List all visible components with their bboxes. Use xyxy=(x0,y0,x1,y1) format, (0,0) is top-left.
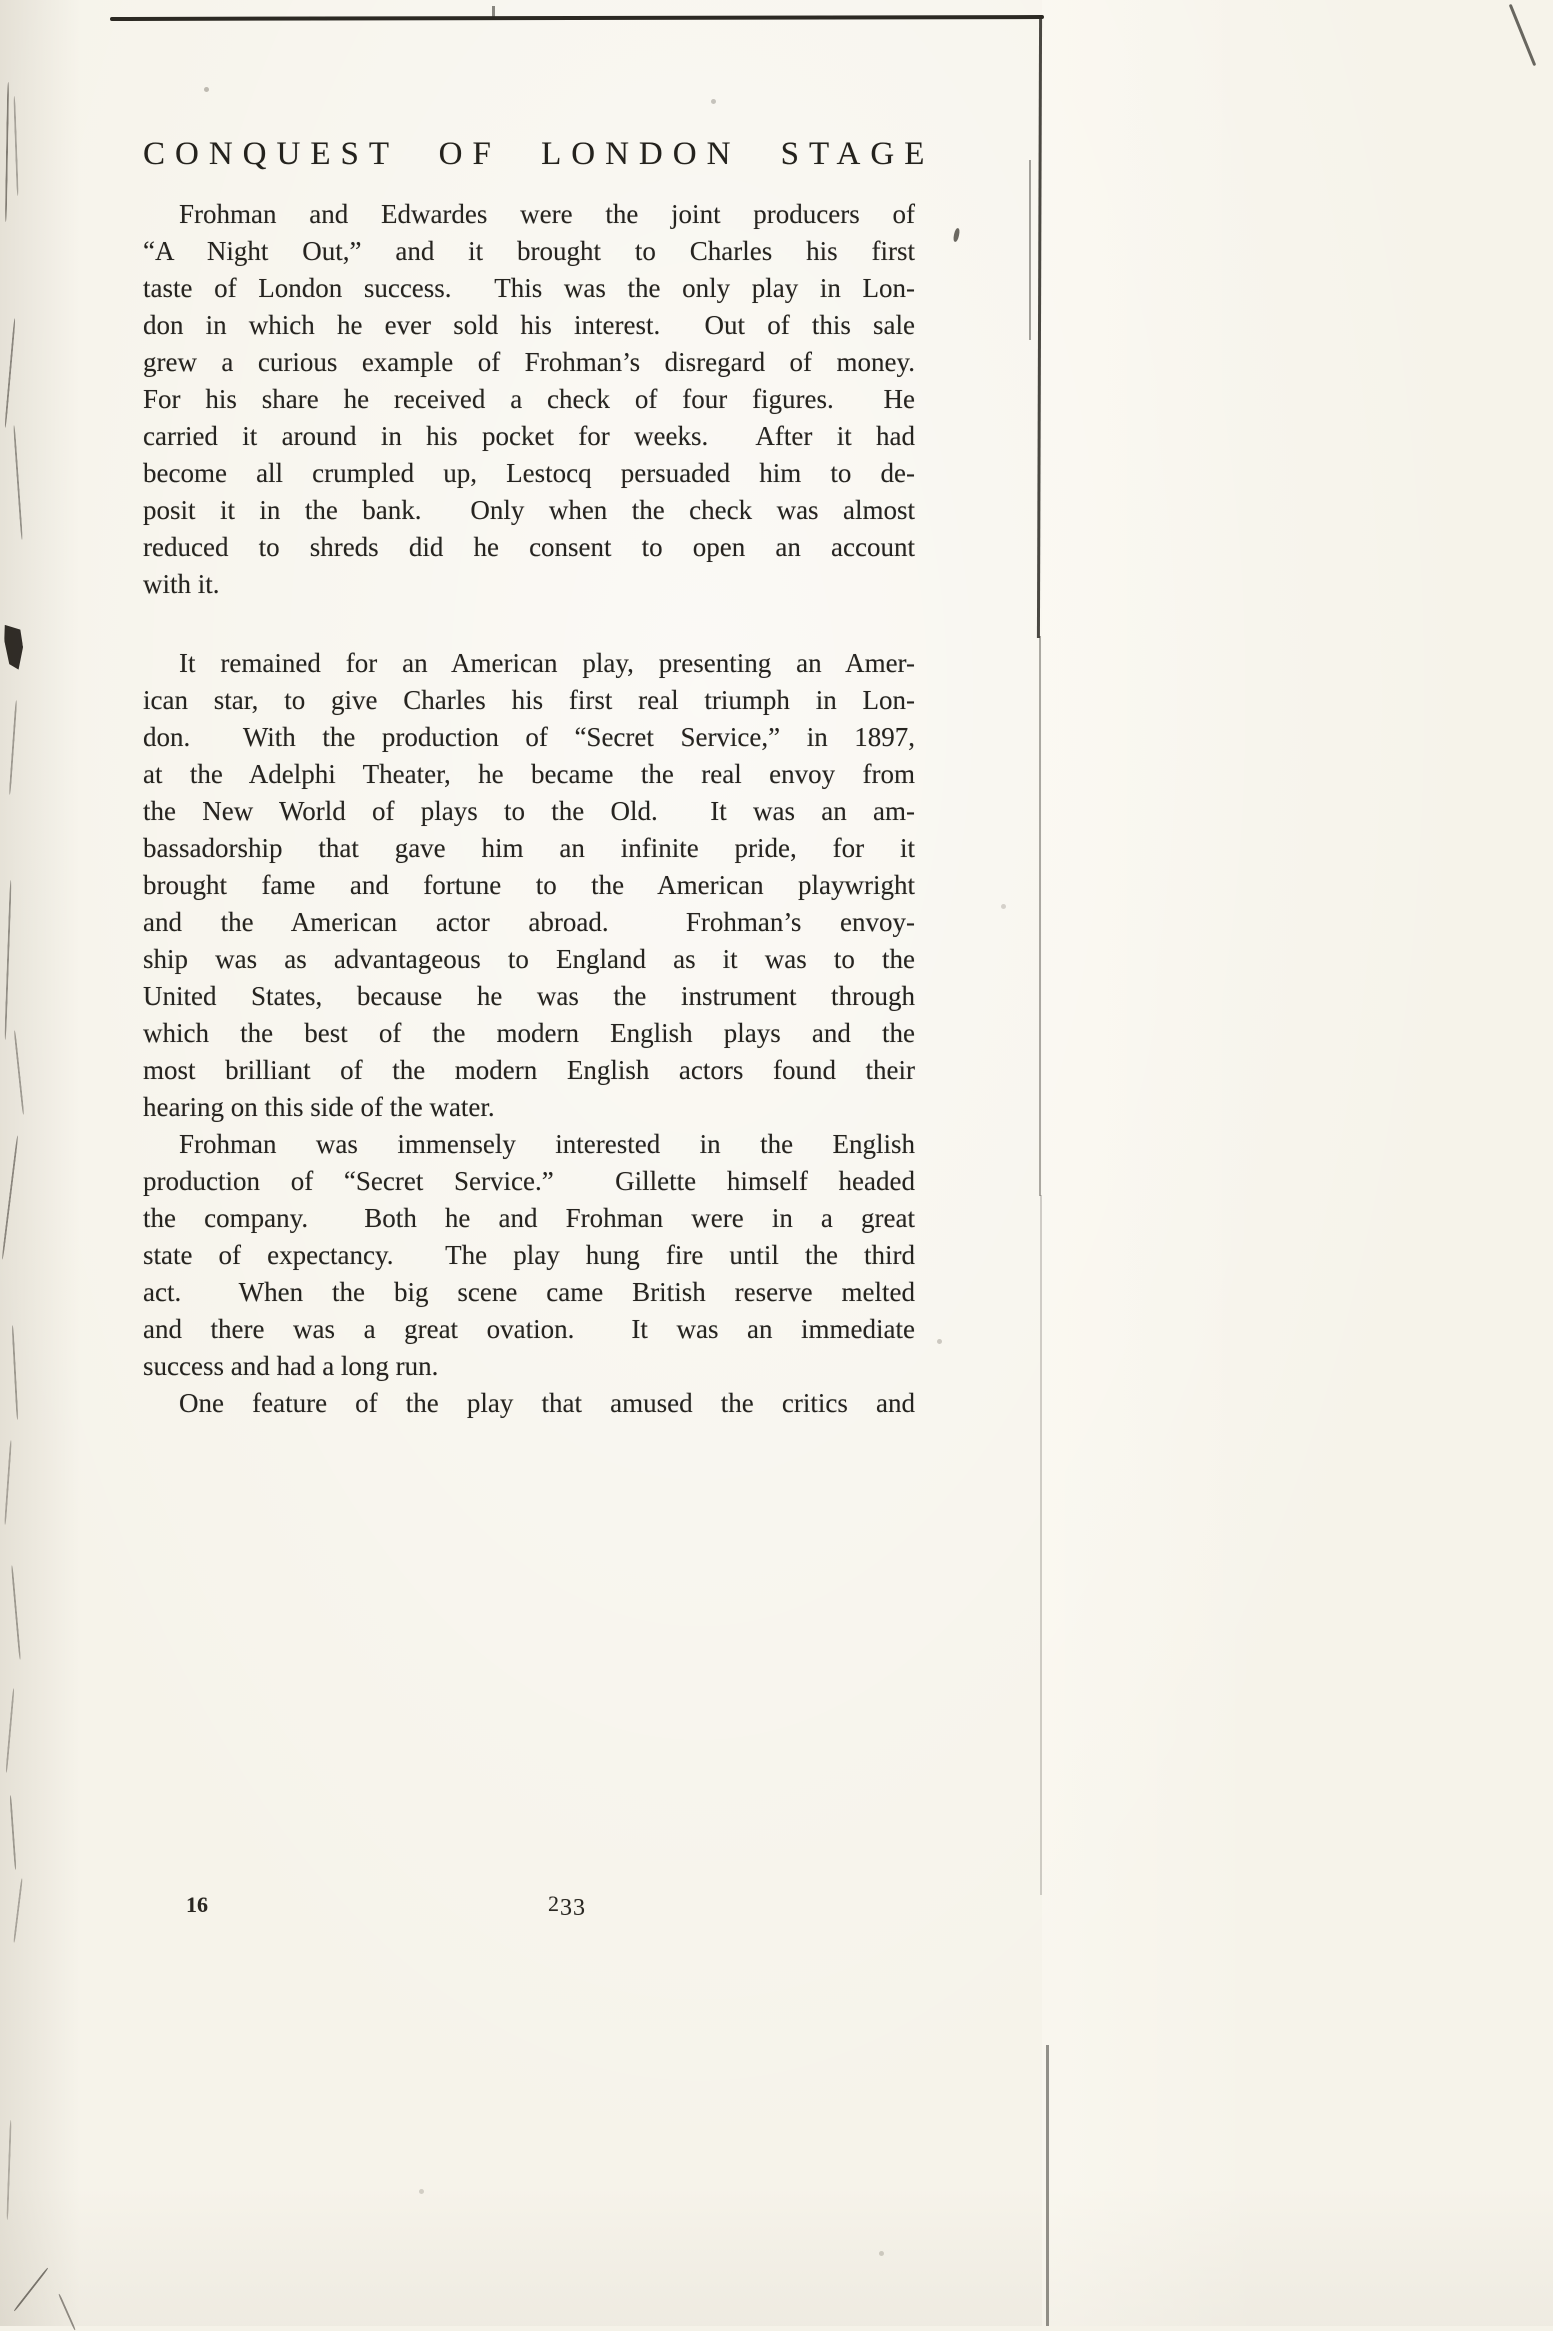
scan-right-edge-line-faint xyxy=(1039,636,1041,1196)
text-line: which the best of the modern English plays and the xyxy=(143,1018,915,1048)
text-line: act. When the big scene came British reserve melted xyxy=(143,1277,915,1307)
page-title: CONQUEST OF LONDON STAGE xyxy=(143,136,935,172)
text-line: reduced to shreds did he consent to open an account xyxy=(143,532,915,562)
paragraph xyxy=(143,1126,915,1385)
scan-top-tick-mark xyxy=(492,6,495,18)
text-line: the New World of plays to the Old. It was an am- xyxy=(143,796,915,826)
footer-page-number xyxy=(548,1891,586,1922)
text-line: success and had a long run. xyxy=(143,1351,439,1381)
text-line: and the American actor abroad. Frohman’s envoy- xyxy=(143,907,915,937)
footer-page-number-rest: 33 xyxy=(560,1895,586,1921)
text-line: posit it in the bank. Only when the check was almost xyxy=(143,495,915,525)
text-line: United States, because he was the instrument through xyxy=(143,981,915,1011)
text-line: Frohman was immensely interested in the English xyxy=(179,1129,915,1159)
paragraph xyxy=(143,1385,915,1422)
scan-right-edge-parallel-line xyxy=(1029,160,1031,340)
text-line: taste of London success. This was the only play in Lon- xyxy=(143,273,915,303)
text-line: One feature of the play that amused the critics and xyxy=(179,1388,915,1418)
paragraph xyxy=(143,196,915,603)
text-line: don in which he ever sold his interest. Out of this sale xyxy=(143,310,915,340)
text-line: It remained for an American play, presenting an Amer- xyxy=(179,648,915,678)
scan-right-edge-line-fainter xyxy=(1040,1195,1042,1895)
text-line: the company. Both he and Frohman were in a great xyxy=(143,1203,915,1233)
scan-right-edge-line-bottom xyxy=(1046,2045,1049,2326)
text-line: with it. xyxy=(143,569,220,599)
footer-page-number-first-digit: 2 xyxy=(548,1891,560,1916)
text-line: For his share he received a check of four figures. He xyxy=(143,384,915,414)
text-line: hearing on this side of the water. xyxy=(143,1092,495,1122)
text-line: become all crumpled up, Lestocq persuaded him to de- xyxy=(143,458,915,488)
text-block xyxy=(143,196,915,1422)
text-line: at the Adelphi Theater, he became the real envoy from xyxy=(143,759,915,789)
footer-signature-number: 16 xyxy=(186,1892,208,1917)
text-line: Frohman and Edwardes were the joint producers of xyxy=(179,199,915,229)
page-edge-margin xyxy=(1042,0,1553,2326)
text-line: ican star, to give Charles his first real triumph in Lon- xyxy=(143,685,915,715)
text-line: bassadorship that gave him an infinite pride, for it xyxy=(143,833,915,863)
scan-speckles xyxy=(0,0,3,3)
paragraph xyxy=(143,645,915,1126)
text-line: production of “Secret Service.” Gillette himself headed xyxy=(143,1166,915,1196)
text-line: “A Night Out,” and it brought to Charles his first xyxy=(143,236,915,266)
text-line: grew a curious example of Frohman’s disregard of money. xyxy=(143,347,915,377)
text-line: state of expectancy. The play hung fire until the third xyxy=(143,1240,915,1270)
text-line: carried it around in his pocket for weeks. After it had xyxy=(143,421,915,451)
text-line: most brilliant of the modern English actors found their xyxy=(143,1055,915,1085)
text-line: brought fame and fortune to the American playwright xyxy=(143,870,915,900)
text-line: ship was as advantageous to England as it was to the xyxy=(143,944,915,974)
text-line: don. With the production of “Secret Service,” in 1897, xyxy=(143,722,915,752)
text-line: and there was a great ovation. It was an immediate xyxy=(143,1314,915,1344)
